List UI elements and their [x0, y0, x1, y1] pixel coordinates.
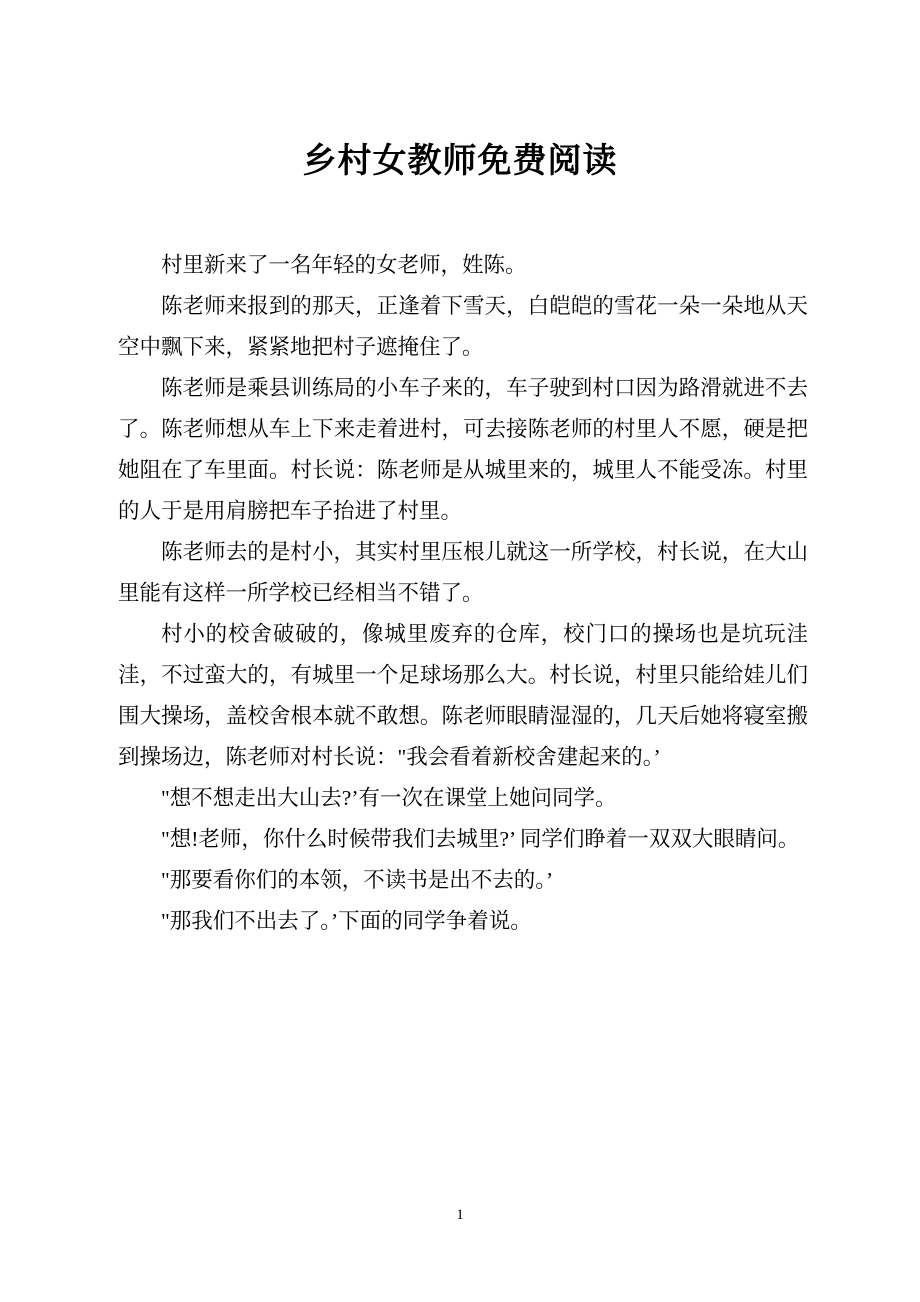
- paragraph: 陈老师去的是村小，其实村里压根儿就这一所学校，村长说，在大山里能有这样一所学校已经相当不错了。: [118, 540, 808, 605]
- paragraph: "那我们不出去了。’下面的同学争着说。: [161, 909, 532, 933]
- page-title: 乡村女教师免费阅读: [302, 142, 618, 180]
- paragraph: "那要看你们的本领，不读书是出不去的。’: [161, 868, 554, 892]
- page-number: 1: [456, 1207, 464, 1223]
- paragraph: 陈老师是乘县训练局的小车子来的，车子驶到村口因为路滑就进不去了。陈老师想从车上下来走着进村，可去接陈老师的村里人不愿，硬是把她阻在了车里面。村长说：陈老师是从城里来的，城里人不能受冻。村里的人于是用肩膀把车子抬进了村里。: [118, 376, 808, 523]
- paragraph: 村小的校舍破破的，像城里废弃的仓库，校门口的操场也是坑玩洼洼，不过蛮大的，有城里一个足球场那么大。村长说，村里只能给娃儿们围大操场，盖校舍根本就不敢想。陈老师眼睛湿湿的，几天后她将寝室搬到操场边，陈老师对村长说："我会看着新校舍建起来的。’: [118, 622, 808, 769]
- paragraph: 村里新来了一名年轻的女老师，姓陈。: [161, 253, 527, 277]
- paragraph: 陈老师来报到的那天，正逢着下雪天，白皑皑的雪花一朵一朵地从天空中飘下来，紧紧地把村子遮掩住了。: [118, 294, 808, 359]
- paragraph: "想!老师，你什么时候带我们去城里?’ 同学们睁着一双双大眼睛问。: [161, 827, 800, 851]
- paragraph: "想不想走出大山去?’有一次在课堂上她问同学。: [161, 786, 617, 810]
- document-body: [118, 245, 808, 942]
